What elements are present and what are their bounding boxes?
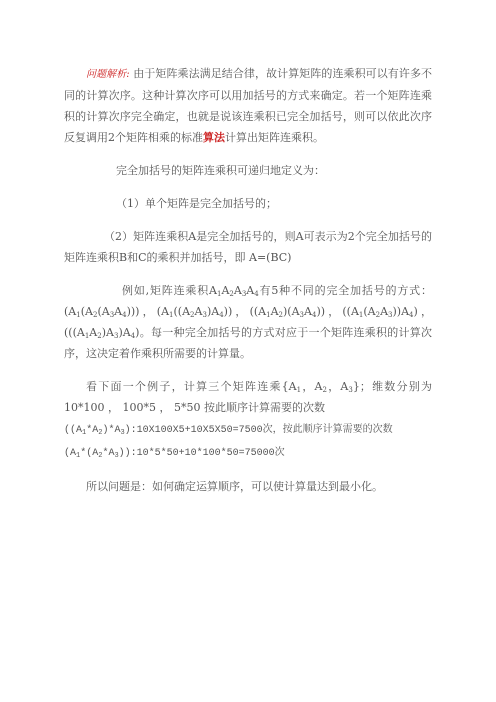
algorithm-keyword: 算法 (203, 131, 225, 144)
document-body (64, 63, 432, 497)
cost-order-2: $(A_1*(A_2*A_3)):10*5*50+10*100*50=75000$次 (64, 448, 285, 460)
paragraph-three-matrix-example: 看下面一个例子，计算三个矩阵连乘{$A_1$，$A_2$，$A_3$}；维数分别为10*100 ， 100*5 ， 5*50 按此顺序计算需要的次数 $((A_1*A_2)*A_3):10X100X5+10X5X50=7500$次，按此顺序计算需要的次数 $(A_1*(A_2*A_3)):10*5*50+10*100*50=75000$次 (64, 380, 432, 460)
paragraph-rule-1: （1）单个矩阵是完全加括号的； (116, 197, 277, 210)
cost-order-1: $((A_1*A_2)*A_3):10X100X5+10X5X50=7500$次，按此顺序计算需要的次数 (64, 425, 393, 437)
paragraph-conclusion: 所以问题是：如何确定运算顺序，可以使计算量达到最小化。 (86, 480, 383, 493)
problem-analysis-label: 问题解析: (86, 69, 130, 80)
paragraph-problem-analysis: 问题解析: 由于矩阵乘法满足结合律，故计算矩阵的连乘积可以有许多不同的计算次序。这种计算次序可以用加括号的方式来确定。若一个矩阵连乘积的计算次序完全确定，也就是说该连乘积已完全加括号，则可以依此次序反复调用2个矩阵相乘的标准算法计算出矩阵连乘积。 (64, 67, 433, 144)
paragraph-example-parenthesization: 例如,矩阵连乘积$A_1A_2A_3A_4$有5种不同的完全加括号的方式：$(A_1(A_2(A_3A_4)))$，$(A_1((A_2A_3)A_4))$，$((A_1A_2)(A_3A_4))$，$((A_1(A_2A_3))A_4)$，$(((A_1A_2)A_3)A_4)$。每一种完全加括号的方式对应于一个矩阵连乘积的计算次序，这决定着作乘积所需要的计算量。 (64, 284, 432, 360)
paragraph-rule-2: （2）矩阵连乘积A是完全加括号的，则A可表示为2个完全加括号的矩阵连乘积B和C的乘积并加括号，即 A=(BC) (64, 230, 432, 264)
paragraph-definition: 完全加括号的矩阵连乘积可递归地定义为： (116, 164, 325, 177)
